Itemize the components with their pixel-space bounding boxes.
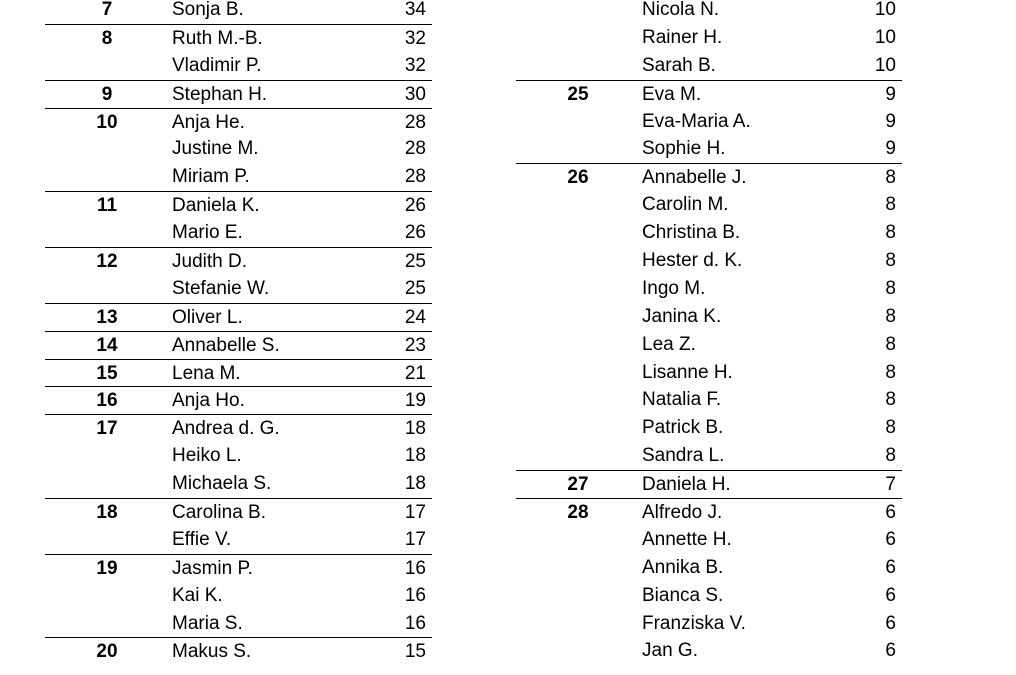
name-cell: Janina K. xyxy=(642,305,722,327)
ranking-table-left xyxy=(45,0,432,665)
name-cell: Bianca S. xyxy=(642,584,724,606)
points-cell: 9 xyxy=(885,83,896,105)
points-cell: 18 xyxy=(404,445,426,467)
rank-cell: 19 xyxy=(96,557,118,579)
name-cell: Effie V. xyxy=(172,528,232,550)
rank-cell: 12 xyxy=(96,251,118,273)
name-cell: Annabelle J. xyxy=(642,167,747,189)
table-row xyxy=(45,554,432,582)
table-row xyxy=(45,637,432,665)
table-row xyxy=(45,303,432,331)
points-cell: 28 xyxy=(404,111,426,133)
points-cell: 21 xyxy=(404,362,426,384)
table-row xyxy=(45,135,432,163)
points-cell: 28 xyxy=(404,166,426,188)
rank-cell: 28 xyxy=(567,502,589,524)
name-cell: Kai K. xyxy=(172,584,223,606)
points-cell: 8 xyxy=(885,333,896,355)
points-cell: 26 xyxy=(404,195,426,217)
points-cell: 28 xyxy=(404,138,426,160)
points-cell: 6 xyxy=(885,528,896,550)
points-cell: 24 xyxy=(404,306,426,328)
table-row xyxy=(516,414,902,442)
points-cell: 8 xyxy=(885,222,896,244)
name-cell: Annika B. xyxy=(642,556,724,578)
name-cell: Hester d. K. xyxy=(642,250,743,272)
points-cell: 8 xyxy=(885,167,896,189)
points-cell: 10 xyxy=(874,54,896,76)
table-row xyxy=(516,163,902,191)
table-row xyxy=(516,554,902,582)
table-row xyxy=(516,0,902,24)
rank-cell: 25 xyxy=(567,83,589,105)
name-cell: Annette H. xyxy=(642,528,732,550)
points-cell: 32 xyxy=(404,27,426,49)
points-cell: 9 xyxy=(885,110,896,132)
points-cell: 8 xyxy=(885,361,896,383)
points-cell: 34 xyxy=(404,0,426,20)
table-row xyxy=(516,303,902,331)
name-cell: Vladimir P. xyxy=(172,54,262,76)
points-cell: 16 xyxy=(404,557,426,579)
points-cell: 18 xyxy=(404,418,426,440)
points-cell: 6 xyxy=(885,502,896,524)
name-cell: Miriam P. xyxy=(172,166,250,188)
points-cell: 8 xyxy=(885,417,896,439)
name-cell: Anja Ho. xyxy=(172,390,245,412)
name-cell: Sandra L. xyxy=(642,445,725,467)
points-cell: 7 xyxy=(885,474,896,496)
points-cell: 8 xyxy=(885,389,896,411)
table-row xyxy=(516,331,902,359)
table-row xyxy=(45,526,432,554)
table-row xyxy=(45,163,432,191)
name-cell: Annabelle S. xyxy=(172,334,280,356)
name-cell: Natalia F. xyxy=(642,389,722,411)
table-row xyxy=(516,191,902,219)
table-row xyxy=(516,526,902,554)
name-cell: Daniela H. xyxy=(642,474,731,496)
name-cell: Eva M. xyxy=(642,83,702,105)
name-cell: Daniela K. xyxy=(172,195,260,217)
rank-cell: 17 xyxy=(96,418,118,440)
table-row xyxy=(516,275,902,303)
table-row xyxy=(516,637,902,665)
table-row xyxy=(516,470,902,498)
name-cell: Rainer H. xyxy=(642,26,723,48)
table-row xyxy=(516,247,902,275)
rank-cell: 16 xyxy=(96,390,118,412)
name-cell: Lea Z. xyxy=(642,333,696,355)
name-cell: Stefanie W. xyxy=(172,277,270,299)
name-cell: Michaela S. xyxy=(172,473,272,495)
ranking-table-right xyxy=(516,0,902,665)
name-cell: Oliver L. xyxy=(172,306,243,328)
name-cell: Carolina B. xyxy=(172,502,266,524)
name-cell: Ruth M.-B. xyxy=(172,27,263,49)
table-row xyxy=(45,80,432,108)
rank-cell: 26 xyxy=(567,167,589,189)
name-cell: Maria S. xyxy=(172,612,243,634)
points-cell: 25 xyxy=(404,251,426,273)
points-cell: 23 xyxy=(404,334,426,356)
name-cell: Sarah B. xyxy=(642,54,716,76)
rank-cell: 9 xyxy=(101,83,113,105)
points-cell: 15 xyxy=(404,641,426,663)
table-row xyxy=(516,24,902,52)
name-cell: Jasmin P. xyxy=(172,557,253,579)
rank-cell: 18 xyxy=(96,502,118,524)
rank-cell: 10 xyxy=(96,111,118,133)
name-cell: Franziska V. xyxy=(642,612,746,634)
table-row xyxy=(516,80,902,108)
points-cell: 10 xyxy=(874,0,896,20)
table-row xyxy=(516,442,902,470)
name-cell: Ingo M. xyxy=(642,277,706,299)
rank-cell: 27 xyxy=(567,474,589,496)
table-row xyxy=(45,331,432,359)
table-row xyxy=(45,610,432,638)
table-row xyxy=(516,52,902,80)
points-cell: 30 xyxy=(404,83,426,105)
points-cell: 25 xyxy=(404,277,426,299)
table-row xyxy=(45,0,432,24)
name-cell: Patrick B. xyxy=(642,417,724,439)
points-cell: 6 xyxy=(885,640,896,662)
table-row xyxy=(516,135,902,163)
name-cell: Carolin M. xyxy=(642,194,729,216)
points-cell: 6 xyxy=(885,556,896,578)
table-row xyxy=(516,359,902,387)
table-row xyxy=(45,108,432,136)
points-cell: 8 xyxy=(885,194,896,216)
name-cell: Justine M. xyxy=(172,138,259,160)
name-cell: Lena M. xyxy=(172,362,241,384)
points-cell: 6 xyxy=(885,612,896,634)
points-cell: 8 xyxy=(885,250,896,272)
table-row xyxy=(516,610,902,638)
points-cell: 8 xyxy=(885,277,896,299)
name-cell: Makus S. xyxy=(172,641,252,663)
name-cell: Judith D. xyxy=(172,251,247,273)
table-row xyxy=(516,498,902,526)
table-row xyxy=(45,470,432,498)
name-cell: Andrea d. G. xyxy=(172,418,280,440)
name-cell: Nicola N. xyxy=(642,0,720,20)
name-cell: Sonja B. xyxy=(172,0,244,20)
name-cell: Anja He. xyxy=(172,111,245,133)
name-cell: Stephan H. xyxy=(172,83,268,105)
points-cell: 10 xyxy=(874,26,896,48)
table-row xyxy=(45,219,432,247)
rank-cell: 8 xyxy=(101,27,113,49)
points-cell: 32 xyxy=(404,54,426,76)
name-cell: Sophie H. xyxy=(642,138,726,160)
rank-cell: 13 xyxy=(96,306,118,328)
table-row xyxy=(45,52,432,80)
rank-cell: 15 xyxy=(96,362,118,384)
points-cell: 9 xyxy=(885,138,896,160)
name-cell: Mario E. xyxy=(172,222,243,244)
rank-cell: 14 xyxy=(96,334,118,356)
points-cell: 17 xyxy=(404,528,426,550)
points-cell: 18 xyxy=(404,473,426,495)
points-cell: 8 xyxy=(885,305,896,327)
table-row xyxy=(516,219,902,247)
table-row xyxy=(516,108,902,136)
name-cell: Jan G. xyxy=(642,640,698,662)
table-row xyxy=(516,386,902,414)
points-cell: 16 xyxy=(404,584,426,606)
points-cell: 19 xyxy=(404,390,426,412)
table-row xyxy=(45,191,432,219)
table-row xyxy=(45,275,432,303)
points-cell: 8 xyxy=(885,445,896,467)
rank-cell: 7 xyxy=(101,0,113,20)
name-cell: Heiko L. xyxy=(172,445,242,467)
rank-cell: 20 xyxy=(96,641,118,663)
rank-cell: 11 xyxy=(96,195,118,217)
table-row xyxy=(45,386,432,414)
table-row xyxy=(45,582,432,610)
table-row xyxy=(45,359,432,387)
points-cell: 26 xyxy=(404,222,426,244)
table-row xyxy=(45,498,432,526)
table-row xyxy=(45,247,432,275)
points-cell: 16 xyxy=(404,612,426,634)
name-cell: Christina B. xyxy=(642,222,741,244)
points-cell: 6 xyxy=(885,584,896,606)
table-row xyxy=(45,414,432,442)
points-cell: 17 xyxy=(404,502,426,524)
table-row xyxy=(516,582,902,610)
name-cell: Eva-Maria A. xyxy=(642,110,751,132)
table-row xyxy=(45,442,432,470)
name-cell: Alfredo J. xyxy=(642,502,723,524)
name-cell: Lisanne H. xyxy=(642,361,733,383)
table-row xyxy=(45,24,432,52)
